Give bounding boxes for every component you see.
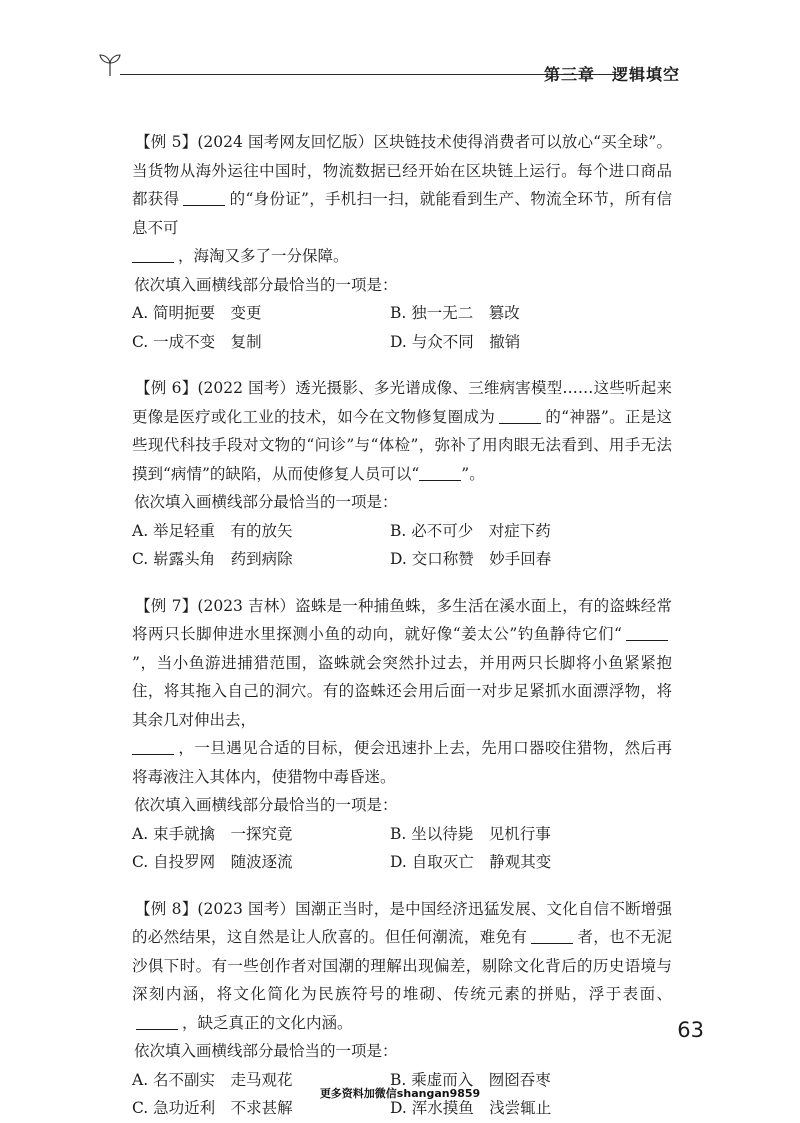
option-a: A. 举足轻重 有的放矢 [132,521,293,540]
option-a: A. 简明扼要 变更 [132,304,262,322]
answer-options [132,517,672,574]
question-prompt: 依次填入画横线部分最恰当的一项是： [134,275,398,294]
example-5 [132,128,672,356]
fill-blank [626,624,668,641]
fill-blank [499,407,541,424]
option-c: C. 急功近利 不求甚解 [132,1099,293,1117]
running-header [98,50,698,90]
option-c: C. 崭露头角 药到病除 [132,550,293,568]
answer-options [132,299,672,356]
option-b: B. 乘虚而入 囫囵吞枣 [390,1070,551,1089]
page-number: 63 [677,1018,704,1042]
option-d: D. 浑水摸鱼 浅尝辄止 [390,1099,552,1117]
footer-watermark: 更多资料加微信shangan9859 [319,1087,481,1100]
option-b: B. 坐以待毙 见机行事 [390,824,551,843]
fill-blank [136,1013,178,1030]
answer-options [132,820,672,877]
option-d: D. 自取灭亡 静观其变 [390,853,552,871]
fill-blank [183,189,225,206]
option-a: A. 名不副实 走马观花 [132,1070,293,1089]
question-prompt: 依次填入画横线部分最恰当的一项是： [134,493,398,511]
example-text: 【例 7】(2023 吉林）盗蛛是一种捕鱼蛛，多生活在溪水面上，有的盗蛛经常将两只长脚伸进水里探测小鱼的动向，就好像“姜太公”钓鱼静待它们“”，当小鱼游进捕猎范围，盗蛛就会突然扑过去，并用两只长脚将小鱼紧紧抱住，将其拖入自己的洞穴。有的盗蛛还会用后面一对步足紧抓水面漂浮物，将其余几对伸出去， ，一旦遇见合适的目标，便会迅速扑上去，先用口器咬住猎物，然后再将毒液注入其体内，使猎物中毒昏迷。 [132,596,672,786]
option-d: D. 交口称赞 妙手回春 [390,550,552,568]
example-text: 【例 8】(2023 国考）国潮正当时，是中国经济迅猛发展、文化自信不断增强的必然结果，这自然是让人欣喜的。但任何潮流，难免有 者，也不无泥沙俱下时。有一些创作者对国潮的理解出现偏差，剔除文化背后的历史语境与深刻内涵，将文化简化为民族符号的堆砌、传统元素的拼贴，浮于表面、，缺乏真正的文化内涵。 [132,899,672,1032]
question-prompt: 依次填入画横线部分最恰当的一项是： [134,1042,398,1060]
option-a: A. 束手就擒 一探究竟 [132,824,293,843]
option-c: C. 自投罗网 随波逐流 [132,853,293,871]
fill-blank [132,246,174,263]
fill-blank [419,464,461,481]
fill-blank [132,738,174,755]
option-b: B. 必不可少 对症下药 [390,521,551,540]
sprout-icon [98,50,122,80]
example-6 [132,374,672,574]
chapter-title: 第三章 逻辑填空 [543,65,680,84]
fill-blank [531,927,573,944]
option-b: B. 独一无二 篡改 [390,304,520,322]
option-d: D. 与众不同 撤销 [390,332,521,351]
page-content [132,128,672,1123]
option-c: C. 一成不变 复制 [132,332,262,351]
example-text: 【例 5】(2024 国考网友回忆版）区块链技术使得消费者可以放心“买全球”。当货物从海外运往中国时，物流数据已经开始在区块链上运行。每个进口商品都获得 的“身份证”，手机扫一扫，就能看到生产、物流全环节，所有信息不可 ，海淘又多了一分保障。 [132,133,672,265]
example-text: 【例 6】(2022 国考）透光摄影、多光谱成像、三维病害模型……这些听起来更像是医疗或化工业的技术，如今在文物修复圈成为 的“神器”。正是这些现代科技手段对文物的“问诊”与“体检”，弥补了用肉眼无法看到、用手无法摸到“病情”的缺陷，从而使修复人员可以“ ”。 [132,379,672,483]
question-prompt: 依次填入画横线部分最恰当的一项是： [134,796,398,814]
example-7 [132,592,672,877]
